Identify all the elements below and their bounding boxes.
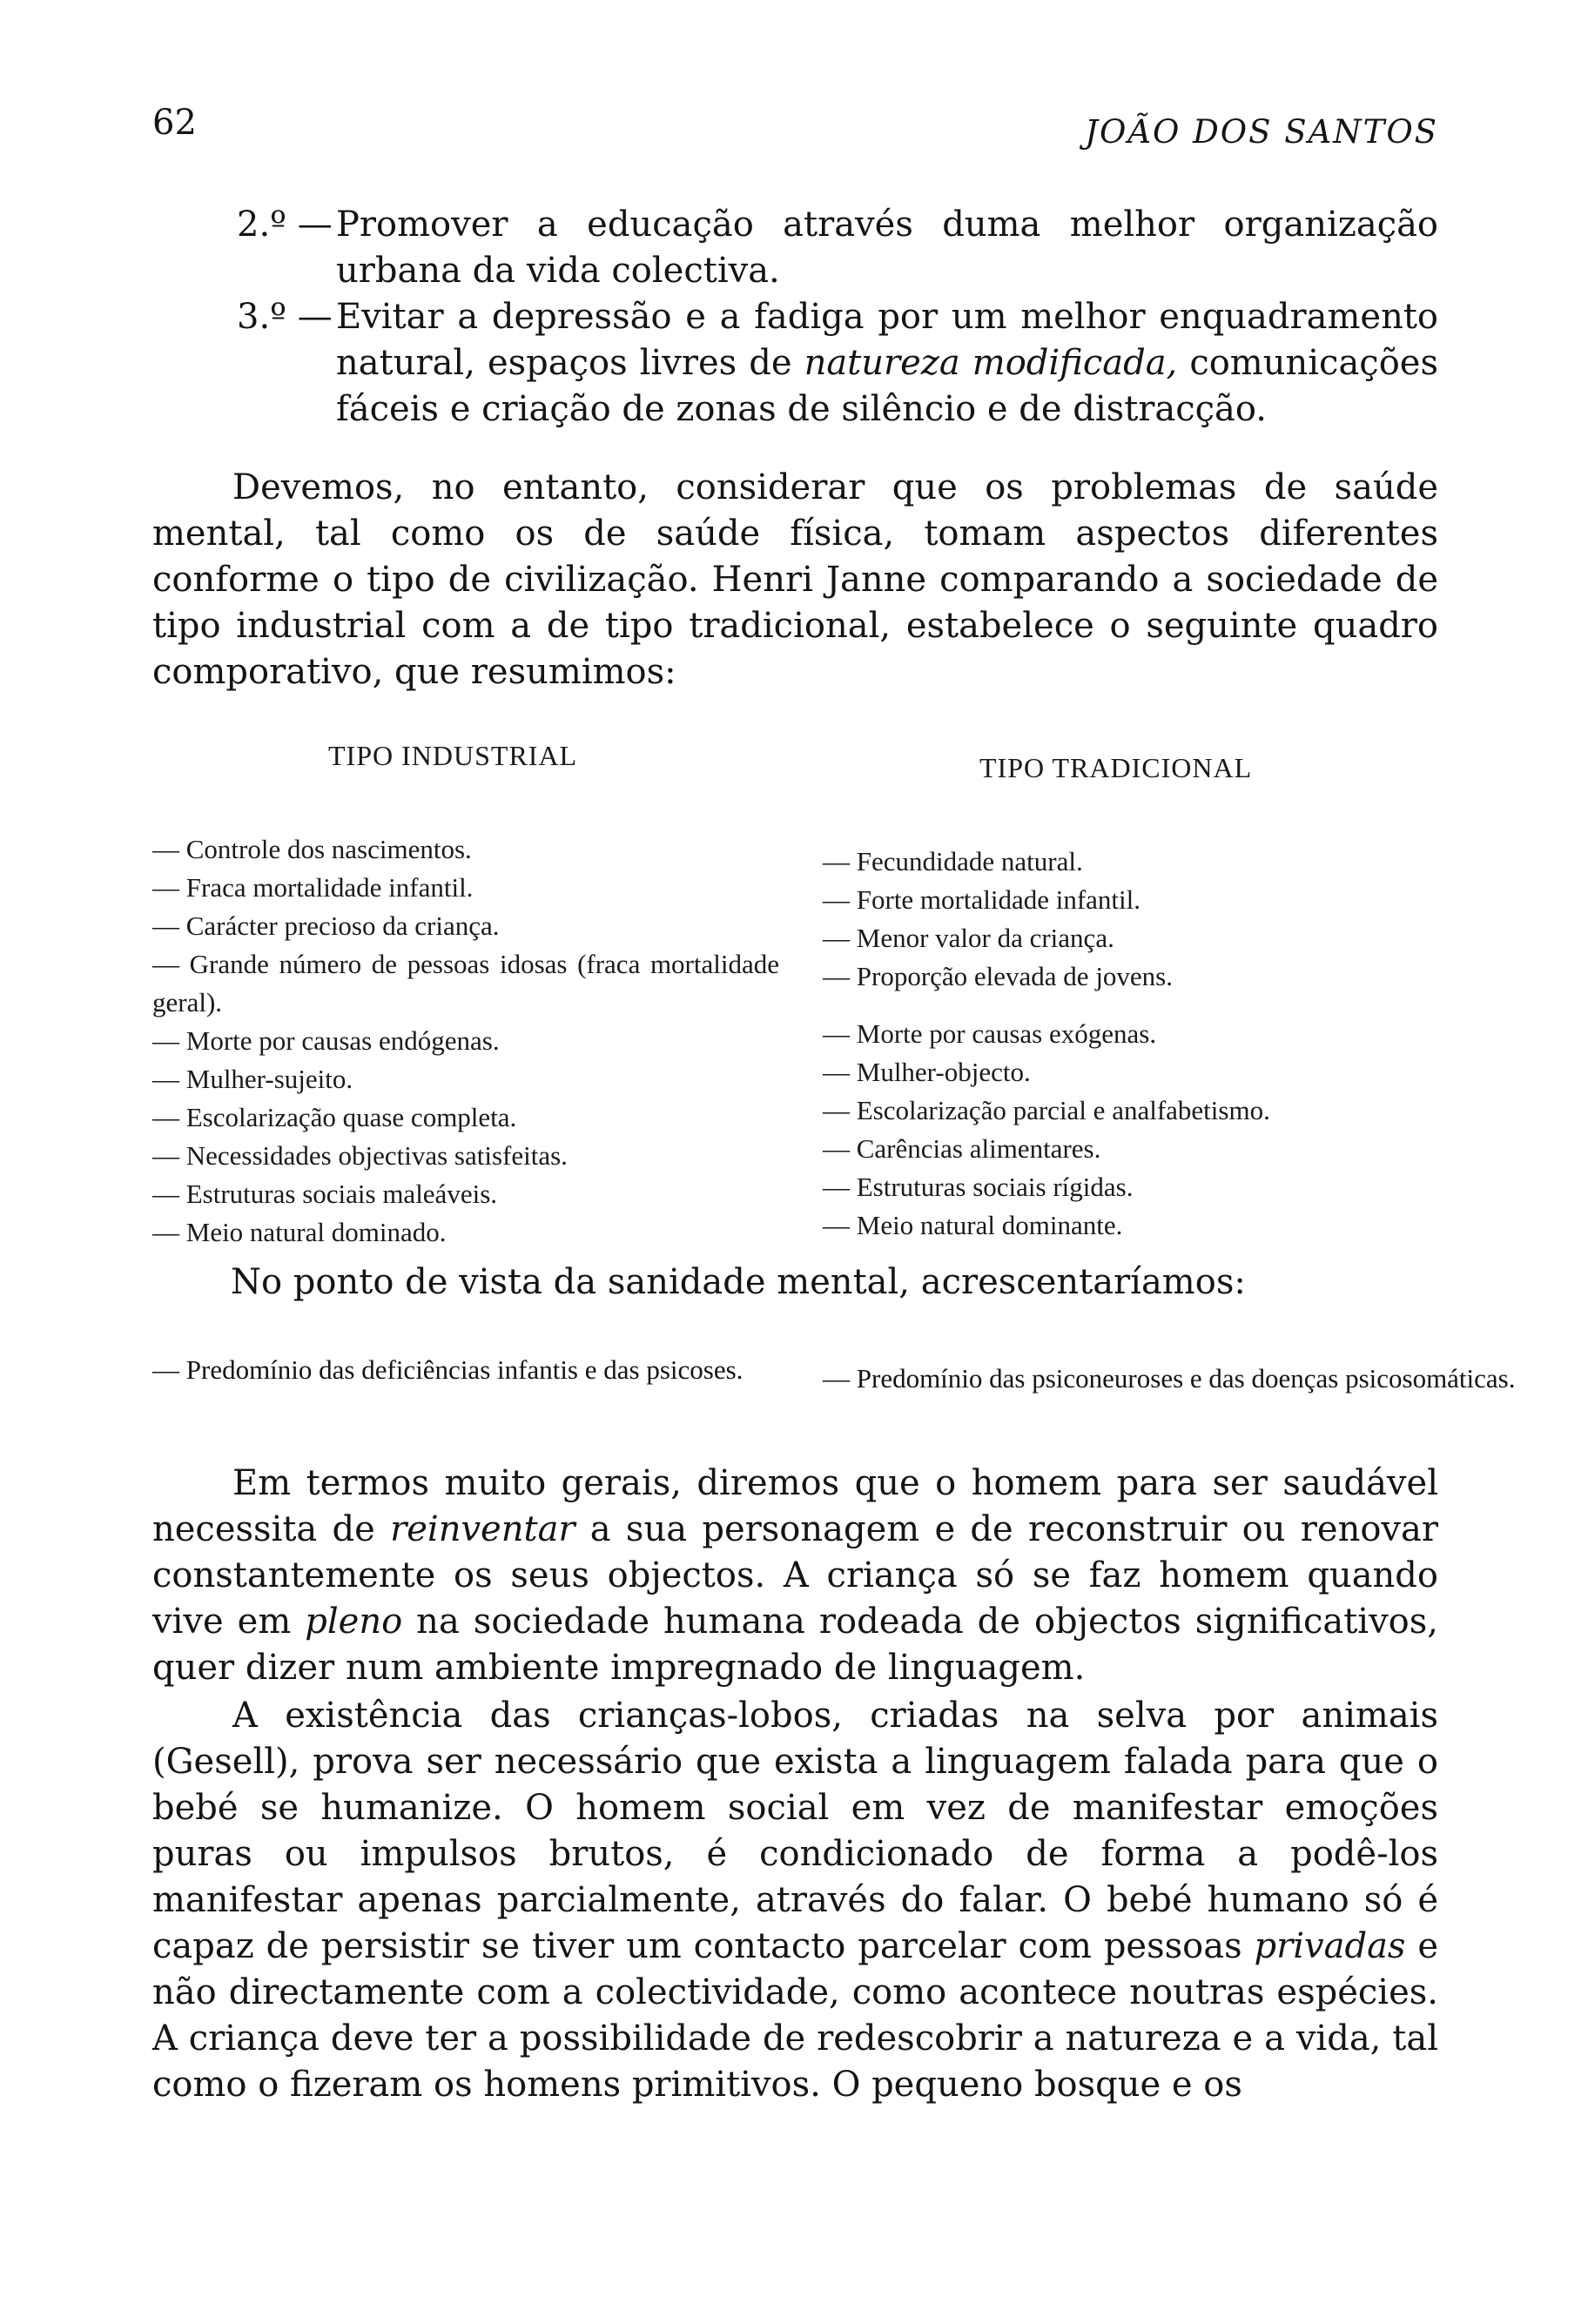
list-item [237,294,1438,433]
table-item: — Grande número de pessoas idosas (fraca mortalidade geral). [152,949,779,1018]
table-item: — Meio natural dominante. [823,1210,1123,1240]
table-column-traditional [823,736,1588,1245]
paragraph [152,1693,1438,2108]
list-item-text: comunicações fáceis e criação de zonas de silêncio e de distracção. [336,343,1438,429]
numbered-list [237,202,1438,433]
table-item: — Estruturas sociais maleáveis. [152,1179,498,1209]
paragraph-text-run: A existência das crianças-lobos, criadas na selva por animais (Gesell), prova ser necessário que exista a linguagem falada para que o bebé se humanize. O homem social em vez de manifestar emoções puras ou impulsos brutos, é condicionado de forma a podê-los manifestar apenas parcialmente, através do falar. O bebé humano só é capaz de persistir se tiver um contacto parcelar com pessoas [152,1696,1438,1966]
table-item: — Meio natural dominado. [152,1217,447,1247]
list-marker: 2.º — [237,205,333,245]
table-item: — Carências alimentares. [823,1133,1101,1164]
paragraph-emphasis: privadas [1254,1926,1406,1966]
running-head: JOÃO DOS SANTOS [1085,113,1438,151]
table-item: — Fecundidade natural. [823,846,1083,877]
paragraph-text-run: e não directamente com a colectividade, como acontece noutras espécies. A criança deve ter a possibilidade de redescobrir a natureza e a vida, tal como o fizeram os homens primitivos. O pequeno bosque e os [152,1926,1438,2105]
paragraph-text [152,1693,1438,2108]
table-item: — Escolarização parcial e analfabetismo. [823,1095,1270,1125]
table-item: — Mulher-objecto. [823,1057,1031,1087]
page-number: 62 [152,103,197,143]
page-header [152,103,1438,155]
list-item [237,202,1438,294]
table-item: — Estruturas sociais rígidas. [823,1172,1134,1202]
table-item: — Controle dos nascimentos. [152,834,472,864]
mental-left-item: — Predomínio das deficiências infantis e das psicoses. [152,1354,744,1385]
list-item-emphasis: natureza modificada, [804,343,1178,383]
table-spacer [823,996,1588,1015]
paragraph [152,465,1438,695]
table-item: — Menor valor da criança. [823,923,1114,953]
table-item: — Morte por causas exógenas. [823,1018,1157,1049]
table-item: — Forte mortalidade infantil. [823,884,1141,915]
mental-right-item: — Predomínio das psiconeuroses e das doenças psicosomáticas. [823,1363,1516,1394]
table-item: — Fraca mortalidade infantil. [152,872,474,903]
paragraph-text-run: Em termos muito gerais, diremos que o homem para ser saudável necessita de [152,1463,1438,1549]
table-item: — Mulher-sujeito. [152,1064,353,1094]
table-item: — Carácter precioso da criança. [152,910,500,941]
paragraph-text: Devemos, no entanto, considerar que os problemas de saúde mental, tal como os de saúde física, tomam aspectos diferentes conforme o tipo de civilização. Henri Janne comparando a sociedade de tipo industrial com a de tipo tradicional, estabelece o seguinte quadro comporativo, que resumimos: [152,467,1438,692]
table-item: — Necessidades objectivas satisfeitas. [152,1140,568,1171]
list-item-text: Evitar a depressão e a fadiga por um melhor enquadramento natural, espaços livres de [336,297,1438,383]
paragraph-text [152,1461,1438,1691]
paragraph-emphasis: reinventar [390,1509,575,1549]
paragraph [152,1461,1438,1691]
list-marker: 3.º — [237,297,333,337]
paragraph-text-run: na sociedade humana rodeada de objectos significativos, quer dizer num ambiente impregnado de linguagem. [152,1602,1438,1688]
table-item: — Escolarização quase completa. [152,1102,517,1132]
paragraph-text-run: a sua personagem e de reconstruir ou renovar constantemente os seus objectos. A criança só se faz homem quando vive em [152,1509,1438,1642]
column-header: TIPO TRADICIONAL [979,752,1253,783]
paragraph-emphasis: pleno [305,1602,403,1642]
section-subheading: No ponto de vista da sanidade mental, acrescentaríamos: [231,1262,1246,1302]
column-header: TIPO INDUSTRIAL [328,740,578,771]
table-item: — Proporção elevada de jovens. [823,961,1174,991]
table-column-industrial [152,736,779,1252]
list-item-text: Promover a educação através duma melhor organização urbana da vida colectiva. [336,205,1438,291]
table-item: — Morte por causas endógenas. [152,1025,500,1056]
